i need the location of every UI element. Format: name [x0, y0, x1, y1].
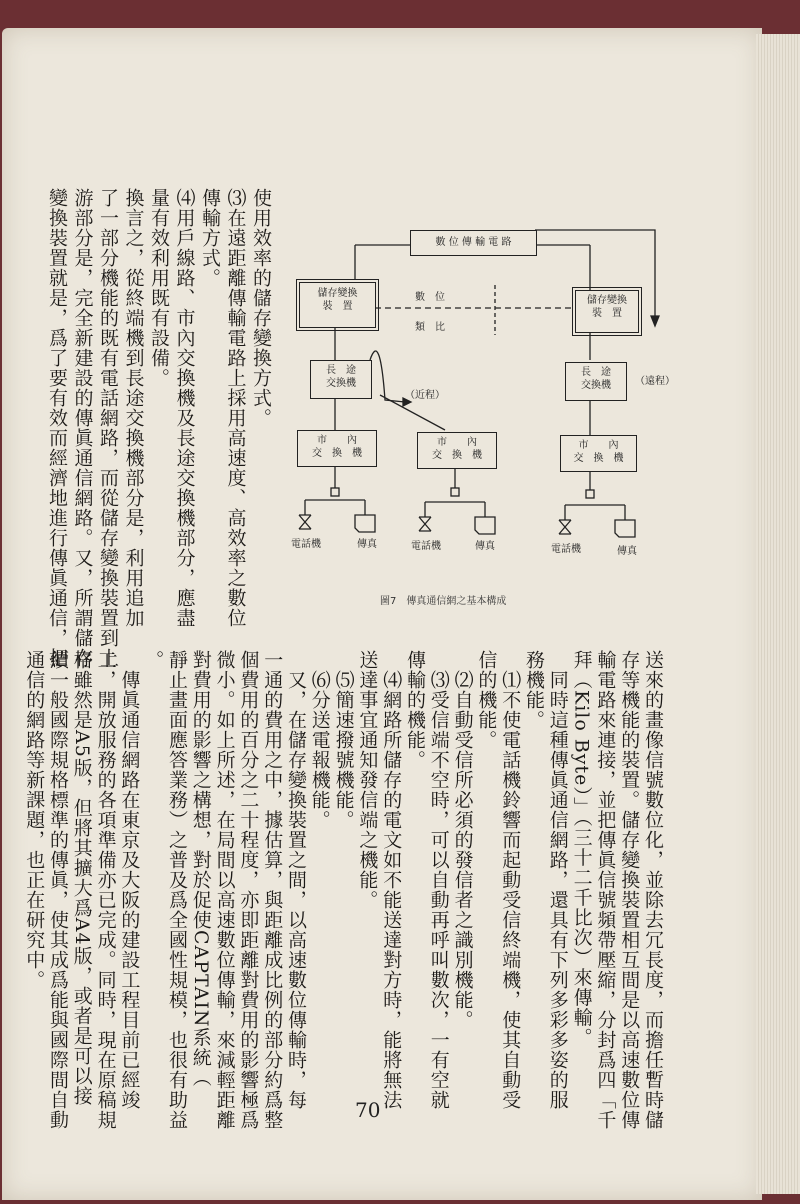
- fax-label-1: 傳真: [357, 539, 377, 550]
- text-column: 使用效率的儲存變換方式。: [250, 188, 272, 428]
- text-column: ⑵自動受信所必須的發信者之識別機能。: [451, 650, 474, 1030]
- local-switch-3: 市 內 交 換 機: [560, 435, 637, 472]
- phone-label-2: 電話機: [411, 541, 441, 552]
- text-column: ⑷用戶線路、市內交換機及長途交換機部分，應盡: [173, 188, 196, 628]
- text-column: 同時這種傳眞通信網路，還具有下列多彩多姿的服: [546, 650, 569, 1110]
- page-edges: [756, 34, 800, 1194]
- near-label: （近程）: [405, 390, 445, 401]
- text-column: 個費用的百分之二十程度，亦即距離對費用的影響極爲: [237, 650, 260, 1130]
- phone-label-3: 電話機: [551, 544, 581, 555]
- fax-label-2: 傳真: [475, 541, 495, 552]
- text-column: ⑶在遠距離傳輸電路上採用高速度、高效率之數位: [224, 188, 247, 628]
- text-column: 一通的費用之中，據估算，與距離成比例的部分約爲整: [261, 650, 284, 1130]
- text-column: 拜（Kilo Byte）」（三十二千比次）來傳輸。: [570, 650, 593, 1048]
- text-column: ⑸簡速撥號機能。: [332, 650, 355, 830]
- text-column: ⑷網路所儲存的電文如不能送達對方時，能將無法: [380, 650, 403, 1110]
- local-switch-2: 市 內 交 換 機: [417, 432, 497, 469]
- local-switch-1: 市 內 交 換 機: [297, 430, 377, 467]
- phone-label-1: 電話機: [291, 539, 321, 550]
- fax-network-diagram: [285, 210, 675, 610]
- text-column: 存等機能的裝置。儲存變換裝置相互間是以高速數位傳: [618, 650, 641, 1130]
- text-column: 傳眞通信網路在東京及大阪的建設工程目前已經竣: [118, 650, 141, 1110]
- text-column: 微小。如上所述，在局間以高速數位傳輸，來減輕距離: [213, 650, 236, 1130]
- text-column: 量有效利用既有設備。: [148, 188, 170, 388]
- text-column: 變換裝置就是，爲了要有效而經濟地進行傳眞通信，把: [46, 188, 68, 668]
- text-column: 信的機能。: [475, 650, 498, 750]
- analog-label: 類 比: [415, 322, 445, 333]
- page-number: 70: [355, 1098, 381, 1122]
- fax-label-3: 傳真: [617, 546, 637, 557]
- text-column: 送達事宜通知發信端之機能。: [356, 650, 379, 910]
- text-column: 換言之，從終端機到長途交換機部分是，利用追加: [122, 188, 145, 628]
- text-column: 。: [142, 650, 165, 670]
- far-label: （遠程）: [635, 376, 675, 387]
- text-column: 送來的畫像信號數位化，並除去冗長度，而擔任暫時儲: [642, 650, 664, 1130]
- text-column: 輸電路來連接，並把傳眞信號頻帶壓縮，分封爲四「千: [594, 650, 617, 1130]
- text-column: 工，開放服務的各項準備亦已完成。同時，現在原稿規: [94, 650, 117, 1130]
- text-column: 對費用的影響之構想，對於促使CAPTAIN系統（: [189, 650, 212, 1088]
- text-column: ⑴不使電話機鈴響而起動受信終端機，使其自動受: [499, 650, 522, 1110]
- digital-label: 數 位: [415, 292, 445, 303]
- text-column: 通信的網路等新課題，也正在研究中。: [23, 650, 46, 990]
- text-column: 務機能。: [523, 650, 545, 730]
- text-column: ⑹分送電報機能。: [308, 650, 331, 830]
- figure-caption: 圖7 傳真通信網之基本構成: [380, 596, 507, 607]
- digital-circuit-box: 數 位 傳 輸 電 路: [410, 230, 537, 256]
- store-convert-left: 儲存變換 裝 置: [299, 282, 376, 328]
- text-column: 傳輸方式。: [199, 188, 221, 288]
- text-column: 格雖然是A5版，但將其擴大爲A4版，或者是可以接: [70, 650, 93, 1106]
- long-distance-switch-right: 長 途 交換機: [565, 362, 627, 401]
- long-distance-switch-left: 長 途 交換機: [310, 360, 372, 399]
- store-convert-right: 儲存變換 裝 置: [575, 290, 639, 333]
- text-column: 靜止畫面應答業務）之普及爲全國性規模，也很有助益: [166, 650, 188, 1130]
- text-column: 了一部分機能的既有電話網路，而從儲存變換裝置到上: [97, 188, 119, 668]
- text-column: 傳輸的機能。: [404, 650, 426, 770]
- text-column: 又，在儲存變換裝置之間，以高速數位傳輸時，每: [285, 650, 307, 1110]
- text-column: 游部分是，完全新建設的傳眞通信網路。又，所謂儲存: [71, 188, 94, 668]
- text-column: ⑶受信端不空時，可以自動再呼叫數次，一有空就: [427, 650, 450, 1110]
- text-column: 續一般國際規格標準的傳眞，使其成爲能與國際間自動: [47, 650, 69, 1130]
